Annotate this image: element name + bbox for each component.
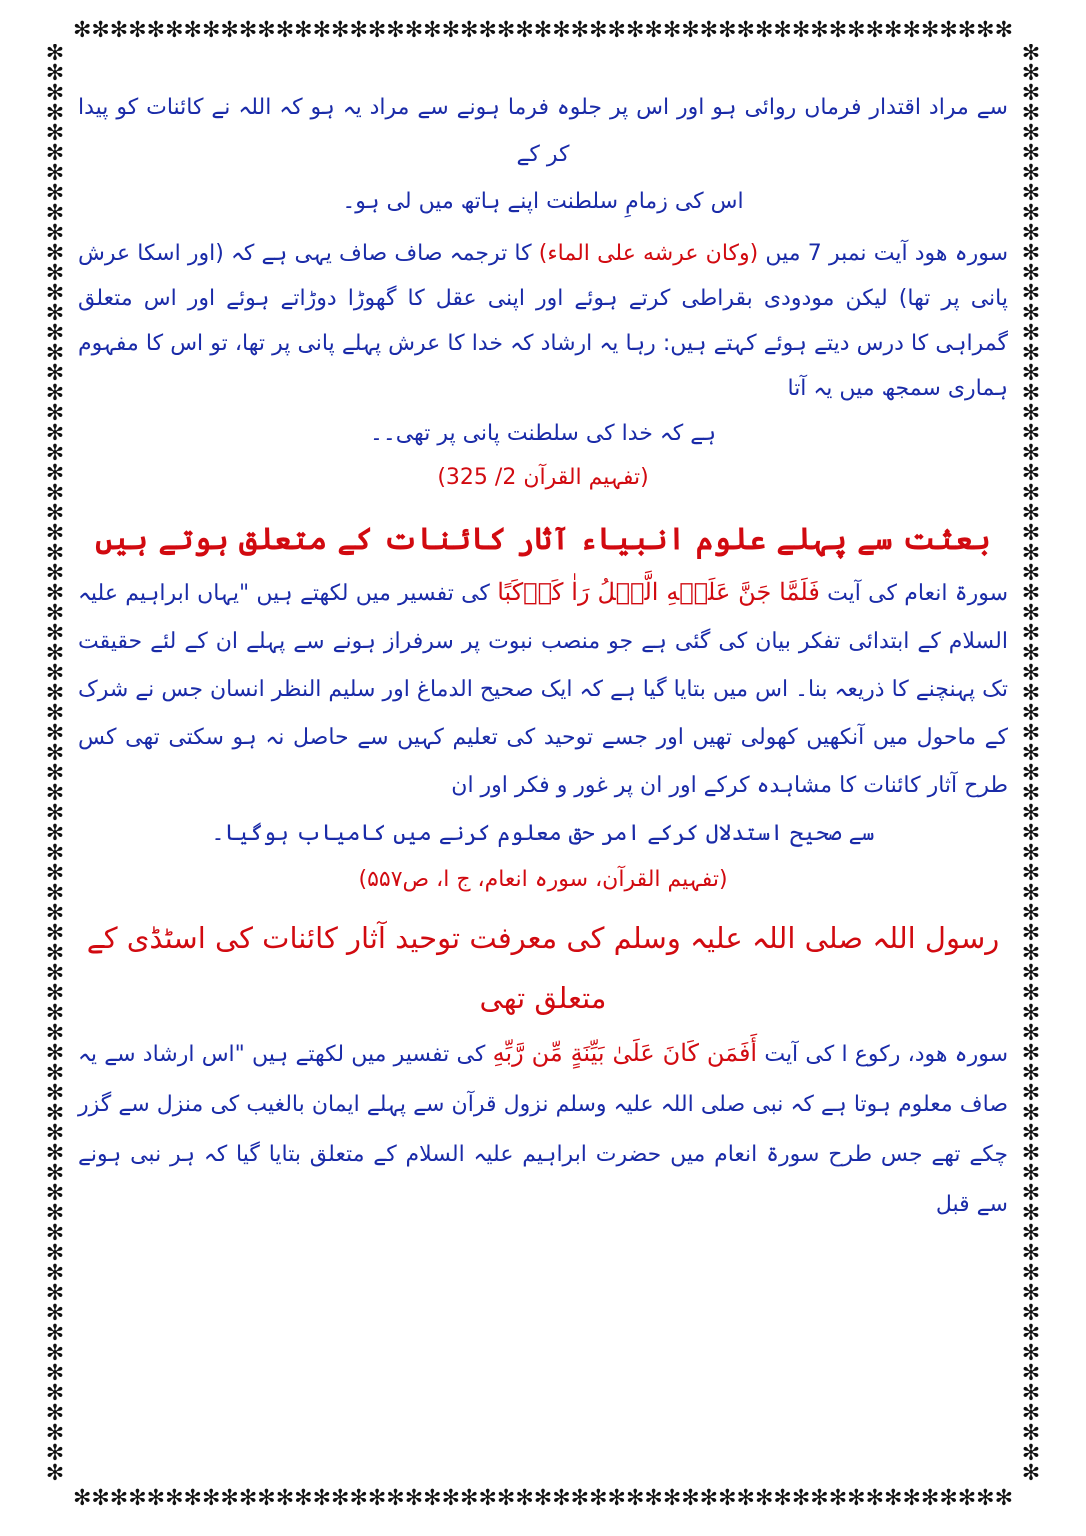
paragraph-1: [78, 84, 1008, 225]
paragraph-4-intro: سورہ ھود، رکوع ا کی آیت: [757, 1042, 1008, 1067]
reference-2: (تفہیم القرآن، سورہ انعام، ج ا، ص۵۵۷): [358, 867, 728, 892]
paragraph-2: [78, 231, 1008, 456]
border-left: ✻✻✻✻✻✻✻✻✻✻✻✻✻✻✻✻✻✻✻✻✻✻✻✻✻✻✻✻✻✻✻✻✻✻✻✻✻✻✻✻✻✻✻✻✻✻✻✻✻✻✻✻✻✻✻✻✻✻✻✻✻✻✻✻✻✻✻✻✻✻✻✻: [45, 44, 65, 1486]
paragraph-4-ayah: أَفَمَن كَانَ عَلَىٰ بَيِّنَةٍ مِّن رَّبِّهِ: [492, 1039, 758, 1067]
paragraph-2-ayah: (وکان عرشه علی الماء): [538, 241, 759, 266]
heading-1: بعثت سے پہلے علوم انبیاء آثار کائنات کے متعلق ہوتے ہیں: [95, 522, 991, 557]
reference-1: (تفہیم القرآن 2/ 325): [437, 465, 649, 490]
paragraph-3-ayah: فَلَمَّا جَنَّ عَلَيۡهِ الَّيۡلُ رَاٰ كَوۡكَبًا: [497, 578, 820, 606]
paragraph-2-body: کا ترجمہ صاف صاف یہی ہے کہ (اور اسکا عرش پانی پر تھا) لیکن مودودی بقراطی کرتے ہوئے اور اپنی عقل کا گھوڑا دوڑاتے ہوئے اور اس متعلق گمراہی کا درس دیتے ہوئے کہتے ہیں: رہا یہ ارشاد کہ خدا کا عرش پہلے پانی پر تھا، تو اس کا مفہوم ہماری سمجھ میں یہ آتا: [78, 241, 1008, 401]
paragraph-3-body: کی تفسیر میں لکھتے ہیں "یہاں ابراہیم علیہ السلام کے ابتدائی تفکر بیان کی گئی ہے جو منصب نبوت پر سرفراز ہونے سے پہلے ان کے لئے حقیقت تک پہنچنے کا ذریعہ بنا۔ اس میں بتایا گیا ہے کہ ایک صحیح الدماغ اور سلیم النظر انسان جس نے شرک کے ماحول میں آنکھیں کھولی تھیں اور جسے توحید کی تعلیم کہیں سے حاصل نہ ہو سکتی تھی کس طرح آثار کائنات کا مشاہدہ کرکے اور ان پر غور و فکر اور ان: [78, 581, 1008, 798]
paragraph-2-last-line: ہے کہ خدا کی سلطنت پانی پر تھی۔۔: [369, 421, 717, 446]
heading-2: رسول اللہ صلی اللہ علیہ وسلم کی معرفت توحید آثار کائنات کی اسٹڈی کے متعلق تھی: [86, 921, 1000, 1015]
border-bottom: ✻✻✻✻✻✻✻✻✻✻✻✻✻✻✻✻✻✻✻✻✻✻✻✻✻✻✻✻✻✻✻✻✻✻✻✻✻✻✻✻✻✻✻✻✻✻✻✻✻✻✻: [72, 1486, 1014, 1511]
border-top: ✻✻✻✻✻✻✻✻✻✻✻✻✻✻✻✻✻✻✻✻✻✻✻✻✻✻✻✻✻✻✻✻✻✻✻✻✻✻✻✻✻✻✻✻✻✻✻✻✻✻✻: [72, 18, 1014, 43]
paragraph-3: [78, 568, 1008, 858]
paragraph-3-last-line: سے صحیح استدلال کرکے امر حق معلوم کرنے میں کامیاب ہوگیا۔: [211, 821, 875, 846]
paragraph-4-body: کی تفسیر میں لکھتے ہیں "اس ارشاد سے یہ صاف معلوم ہوتا ہے کہ نبی صلی اللہ علیہ وسلم نزول قرآن سے پہلے ایمان بالغیب کی منزل سے گزر چکے تھے جس طرح سورۃ انعام میں حضرت ابراہیم علیہ السلام کے متعلق بتایا گیا کہ ہر نبی ہونے سے قبل: [78, 1042, 1008, 1217]
paragraph-2-intro: سورہ ھود آیت نمبر 7 میں: [758, 241, 1009, 266]
paragraph-1-line-2: اس کی زمامِ سلطنت اپنے ہاتھ میں لی ہو۔: [342, 189, 744, 214]
page-content: [78, 84, 1008, 1474]
paragraph-3-intro: سورۃ انعام کی آیت: [819, 581, 1009, 606]
paragraph-1-line-1: سے مراد اقتدار فرماں روائی ہو اور اس پر جلوہ فرما ہونے سے مراد یہ ہو کہ اللہ نے کائنات کو پیدا کر کے: [78, 95, 1008, 167]
paragraph-4: [78, 1028, 1008, 1230]
border-right: ✻✻✻✻✻✻✻✻✻✻✻✻✻✻✻✻✻✻✻✻✻✻✻✻✻✻✻✻✻✻✻✻✻✻✻✻✻✻✻✻✻✻✻✻✻✻✻✻✻✻✻✻✻✻✻✻✻✻✻✻✻✻✻✻✻✻✻✻✻✻✻✻: [1021, 44, 1041, 1486]
